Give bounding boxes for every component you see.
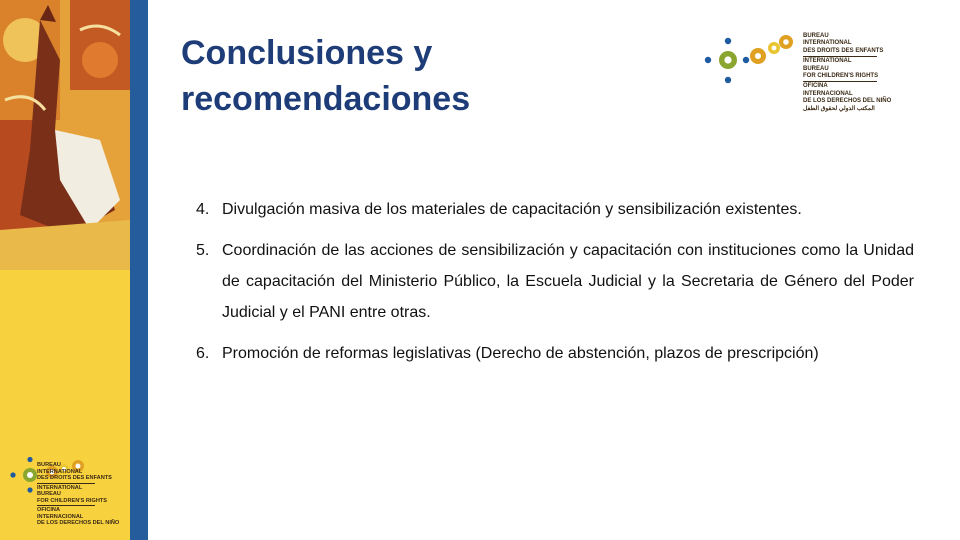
slide-title — [181, 30, 681, 122]
item-text: Divulgación masiva de los materiales de capacitación y sensibilización existentes. — [222, 201, 802, 218]
list-item — [196, 338, 914, 369]
item-text: Promoción de reformas legislativas (Derecho de abstención, plazos de prescripción) — [222, 345, 819, 362]
title-line-2: recomendaciones — [181, 80, 471, 118]
list-item — [196, 235, 914, 328]
decorative-painting — [0, 0, 130, 270]
title-line-1: Conclusiones y — [181, 34, 433, 72]
side-logo-text: BUREAU INTERNATIONAL DES DROITS DES ENFANTS INTERNATIONAL BUREAU FOR CHILDREN'S RIGHTS OFICINA INTERNACIONAL DE LOS DERECHOS DEL NIÑO — [37, 462, 120, 526]
list-item — [196, 194, 914, 225]
recommendations-list — [196, 194, 914, 379]
item-number: 6. — [196, 345, 210, 362]
item-number: 4. — [196, 201, 210, 218]
item-text: Coordinación de las acciones de sensibilización y capacitación con instituciones como la Unidad de capacitación del Ministerio Público, la Escuela Judicial y la Secretaria de Género del Poder Judicial y el PANI entre otras. — [222, 242, 914, 321]
side-decorative-panel — [0, 0, 148, 540]
organization-logo-text: BUREAU INTERNATIONAL DES DROITS DES ENFANTS INTERNATIONAL BUREAU FOR CHILDREN'S RIGHTS OFICINA INTERNACIONAL DE LOS DERECHOS DEL NIÑO المكتب الدولي لحقوق الطفل — [803, 33, 892, 112]
side-blue-stripe — [130, 0, 148, 540]
item-number: 5. — [196, 242, 210, 259]
